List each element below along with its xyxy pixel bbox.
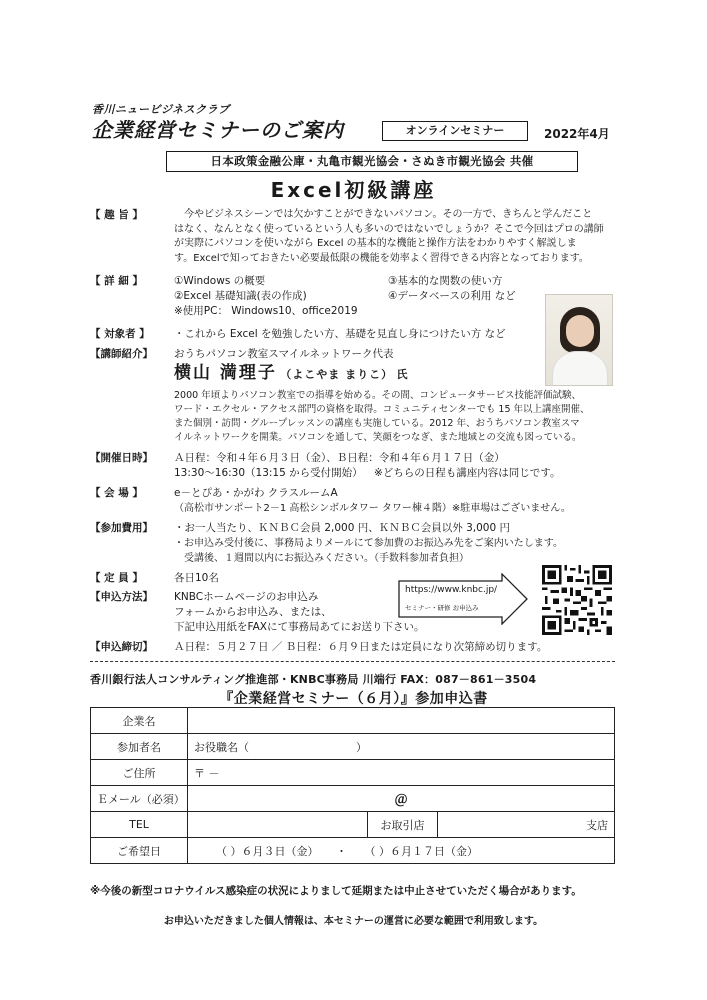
postal-mark: 〒 － — [194, 766, 220, 780]
website-url[interactable]: https://www.knbc.jp/ — [405, 585, 498, 595]
fee-line: ・お申込み受付後に、事務局よりメールにて参加費のお振込み先をご案内いたします。 — [174, 538, 563, 549]
bio-line: ワード・エクセル・アクセス部門の資格を取得。コミュニティセンターでも 15 年以上講座開催、 — [174, 404, 590, 415]
apply-line: 下記申込用紙をFAXにて事務局あてにお送り下さい。 — [174, 621, 425, 633]
page-title: 企業経営セミナーのご案内 — [92, 118, 344, 142]
pc-note: ※使用PC： Windows10、office2019 — [174, 305, 358, 317]
apply-line: フォームからお申込み、または、 — [174, 606, 332, 618]
instructor-honorific: 氏 — [396, 368, 409, 381]
cut-line — [90, 661, 615, 662]
arrow-callout — [398, 573, 528, 625]
form-label-address: ご住所 — [91, 760, 188, 786]
section-label: 【 趣 旨 】 — [90, 209, 143, 221]
schedule-time: 13:30～16:30（13:15 から受付開始） — [174, 467, 363, 479]
schedule-dates: Ａ日程：令和４年６月３日（金）、Ｂ日程：令和４年６月１７日（金） — [174, 452, 505, 464]
date-separator: ・ — [336, 844, 347, 858]
form-label-date: ご希望日 — [91, 838, 188, 864]
schedule-note: ※どちらの日程も講座内容は同じです。 — [374, 467, 561, 479]
date-choice-field[interactable] — [188, 838, 615, 864]
purpose-line: が実際にパソコンを使いながら Excel の基本的な機能と操作方法をわかりやすく解説しま — [174, 238, 577, 249]
course-title: Excel初級講座 — [270, 178, 437, 202]
venue-content — [174, 486, 615, 516]
purpose-line: はなく、なんとなく使っているという人も多いのではないでしょうか？そこで今回はプロの講師 — [174, 223, 604, 235]
section-label: 【参加費用】 — [90, 522, 153, 534]
date-option-a[interactable]: （ ）６月３日（金） — [216, 844, 319, 858]
fee-line: 受講後、１週間以内にお振込みください。（手数料参加者負担） — [184, 553, 469, 564]
instructor-bio — [174, 389, 615, 445]
apply-line: KNBCホームページのお申込み — [174, 591, 319, 603]
table-row — [91, 812, 615, 838]
instructor-name: 横山 満理子 — [174, 363, 277, 383]
table-row — [91, 708, 615, 734]
form-label-email: Ｅメール（必須） — [91, 786, 188, 812]
instructor-kana: （よこやま まりこ） — [280, 368, 394, 381]
table-row — [91, 760, 615, 786]
online-seminar-badge: オンラインセミナー — [382, 121, 528, 141]
section-label: 【 定 員 】 — [90, 572, 143, 584]
capacity-text: 各日10名 — [174, 572, 219, 584]
bank-branch-field[interactable] — [438, 812, 615, 838]
issue-date: 2022年4月 — [544, 127, 610, 141]
form-label-bank: お取引店 — [368, 812, 438, 838]
covid-note: ※今後の新型コロナウイルス感染症の状況によりまして延期または中止させていただく場合があります。 — [90, 885, 582, 897]
detail-item: ④データベースの利用 など — [388, 290, 516, 302]
address-field[interactable] — [188, 760, 615, 786]
tel-field[interactable] — [188, 812, 368, 838]
fax-destination: 香川銀行法人コンサルティング推進部・KNBC事務局 川端行 FAX：087－861－3504 — [90, 673, 537, 686]
company-field[interactable] — [188, 708, 615, 734]
detail-item: ②Excel 基礎知識(表の作成) — [174, 290, 307, 302]
venue-address: （高松市サンポート2－1 高松シンボルタワー タワー棟４階）※駐車場はございません。 — [174, 503, 571, 514]
bio-line: 2000 年頃よりパソコン教室での指導を始める。その間、コンピュータサービス技能評価試験、 — [174, 390, 582, 401]
section-label: 【 会 場 】 — [90, 487, 143, 499]
deadline-text: Ａ日程：５月２７日 ／ Ｂ日程：６月９日または定員になり次第締め切ります。 — [174, 641, 548, 653]
position-label: お役職名（ — [194, 740, 249, 754]
section-label: 【講師紹介】 — [90, 348, 153, 360]
form-label-company: 企業名 — [91, 708, 188, 734]
table-row — [91, 734, 615, 760]
fee-content — [174, 521, 615, 566]
instructor-content — [174, 347, 615, 383]
purpose-line: 今やビジネスシーンでは欠かすことができないパソコン。その一方で、きちんと学んだこと — [184, 209, 593, 220]
detail-item: ①Windows の概要 — [174, 275, 266, 287]
at-mark: ＠ — [394, 793, 408, 808]
table-row — [91, 838, 615, 864]
sponsors-box: 日本政策金融公庫・丸亀市観光協会・さぬき市観光協会 共催 — [166, 151, 578, 172]
branch-label: 支店 — [586, 818, 608, 832]
section-label: 【申込締切】 — [90, 641, 153, 653]
bio-line: また個別・訪問・グループレッスンの講座も実施している。2012 年、おうちパソコン教室スマ — [174, 418, 580, 429]
section-label: 【 詳 細 】 — [90, 275, 143, 287]
venue-name: e－とぴあ・かがわ クラスルームA — [174, 487, 338, 499]
fee-line: ・お一人当たり、ＫＮＢＣ会員 2,000 円、ＫＮＢＣ会員以外 3,000 円 — [174, 522, 510, 534]
email-field[interactable] — [188, 786, 615, 812]
detail-item: ③基本的な関数の使い方 — [388, 275, 503, 287]
club-name: 香川ニュービジネスクラブ — [92, 103, 230, 116]
schedule-content — [174, 451, 615, 481]
bio-line: イルネットワークを開業。パソコンを通して、笑顔をつなぎ、また地域との交流も図っている。 — [174, 432, 582, 443]
purpose-line: す。Excelで知っておきたい必要最低限の機能を効率よく習得できる内容となっております。 — [174, 252, 589, 264]
section-label: 【 対象者 】 — [90, 328, 150, 340]
section-label: 【申込方法】 — [90, 591, 153, 603]
section-label: 【開催日時】 — [90, 452, 153, 464]
table-row — [91, 786, 615, 812]
form-label-participant: 参加者名 — [91, 734, 188, 760]
website-url-caption: セミナー・研修 お申込み — [405, 604, 479, 612]
instructor-org: おうちパソコン教室スマイルネットワーク代表 — [174, 348, 394, 360]
form-label-tel: TEL — [91, 812, 188, 838]
form-title: 『企業経営セミナー（６月）』参加申込書 — [219, 691, 488, 707]
purpose-text — [174, 208, 615, 266]
target-text: ・これから Excel を勉強したい方、基礎を見直し身につけたい方 など — [174, 328, 506, 340]
qr-code[interactable] — [542, 565, 612, 635]
privacy-note: お申込いただきました個人情報は、本セミナーの運営に必要な範囲で利用致します。 — [163, 916, 544, 927]
position-close: ） — [356, 740, 367, 754]
participant-field[interactable] — [188, 734, 615, 760]
date-option-b[interactable]: （ ）６月１７日（金） — [364, 844, 478, 858]
application-form — [90, 707, 615, 864]
